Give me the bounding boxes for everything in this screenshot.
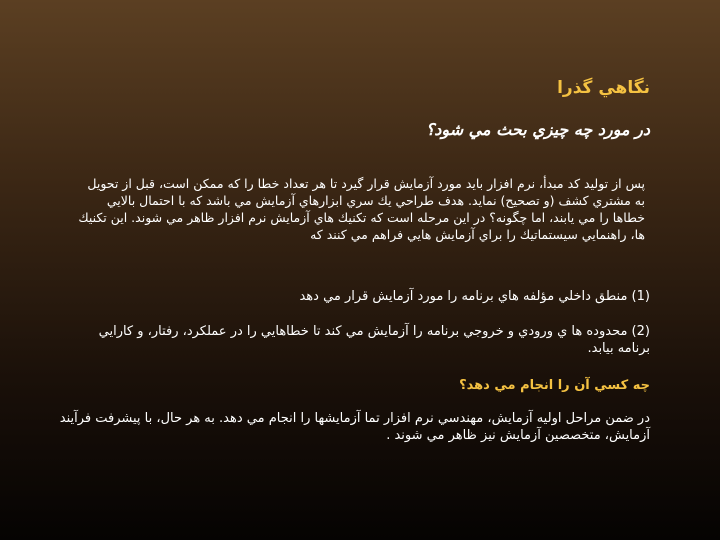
question-heading: چه كسي آن را انجام مي دهد؟ [459, 378, 650, 393]
slide-subtitle: در مورد چه چيزي بحث مي شود؟ [425, 120, 650, 139]
slide-title: نگاهي گذرا [557, 78, 650, 98]
list-item-2: (2) محدوده ها ي ورودي و خروجي برنامه را آزمايش مي كند تا خطاهايي را در عملكرد، رفتار، و كارايي برنامه بيابد. [98, 324, 650, 356]
intro-paragraph: پس از توليد كد مبدأ، نرم افزار بايد مورد آزمايش قرار گيرد تا هر تعداد خطا را كه ممكن است، قبل از تحويل به مشتري كشف (و تصحيح) نمايد. هدف طراحي يك سري ابزارهاي آزمايش مي باشد كه با احتمال بالايي خطاها را مي يابند، اما چگونه؟ در اين مرحله است كه تكنيك هاي آزمايش نرم افزار ظاهر مي شوند. اين تكنيك ها، راهنمايي سيستماتيك را براي آزمايش هايي فراهم مي كنند كه [78, 176, 645, 242]
list-item-1: (1) منطق داخلي مؤلفه هاي برنامه را مورد آزمايش قرار مي دهد [299, 289, 650, 304]
answer-paragraph: در ضمن مراحل اوليه آزمايش، مهندسي نرم افزار تما آزمايشها را انجام مي دهد. به هر حال، با پيشرفت فرآيند آزمايش، متخصصين آزمايش نيز ظاهر مي شوند . [59, 411, 650, 443]
